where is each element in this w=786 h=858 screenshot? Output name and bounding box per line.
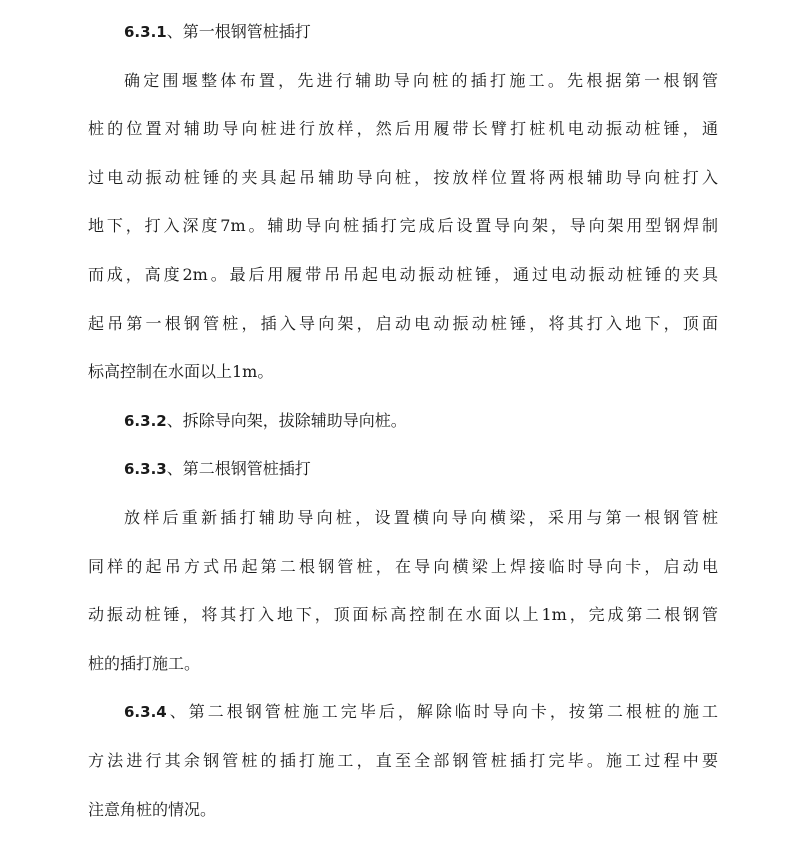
document-body — [88, 8, 718, 834]
paragraph-line: 而成，高度2m。最后用履带吊吊起电动振动桩锤，通过电动振动桩锤的夹具 — [88, 264, 718, 284]
paragraph-line: 方法进行其余钢管桩的插打施工，直至全部钢管桩插打完毕。施工过程中要 — [88, 750, 718, 770]
paragraph-line: 起吊第一根钢管桩，插入导向架，启动电动振动桩锤，将其打入地下，顶面 — [88, 313, 718, 333]
paragraph-line: 同样的起吊方式吊起第二根钢管桩，在导向横梁上焊接临时导向卡，启动电 — [88, 556, 718, 576]
section-text: 、第二根钢管桩施工完毕后，解除临时导向卡，按第二根桩的施工 — [166, 702, 718, 722]
paragraph-line: 动振动桩锤，将其打入地下，顶面标高控制在水面以上1m，完成第二根钢管 — [88, 605, 718, 625]
paragraph-line: 放样后重新插打辅助导向桩，设置横向导向横梁，采用与第一根钢管桩 — [124, 507, 718, 527]
paragraph-line: 桩的插打施工。 — [88, 653, 201, 673]
section-heading-6-3-1 — [88, 8, 718, 57]
paragraph-line: 地下，打入深度7m。辅助导向桩插打完成后设置导向架，导向架用型钢焊制 — [88, 216, 718, 236]
section-heading-6-3-4 — [88, 688, 718, 737]
section-number: 6.3.1 — [124, 23, 167, 41]
paragraph-line: 确定围堰整体布置，先进行辅助导向桩的插打施工。先根据第一根钢管 — [124, 70, 718, 90]
section-heading-6-3-2 — [88, 397, 718, 446]
section-title: 、拆除导向架，拔除辅助导向桩。 — [166, 410, 407, 430]
section-title: 、第二根钢管桩插打 — [166, 459, 311, 479]
section-number: 6.3.3 — [124, 460, 167, 479]
section-title: 、第一根钢管桩插打 — [166, 22, 311, 41]
section-number: 6.3.4 — [124, 703, 167, 722]
paragraph-line: 过电动振动桩锤的夹具起吊辅助导向桩，按放样位置将两根辅助导向桩打入 — [88, 167, 718, 187]
paragraph-line: 注意角桩的情况。 — [88, 799, 217, 819]
section-number: 6.3.2 — [124, 411, 167, 430]
section-heading-6-3-3 — [88, 445, 718, 494]
paragraph-line: 桩的位置对辅助导向桩进行放样，然后用履带长臂打桩机电动振动桩锤，通 — [88, 119, 718, 139]
paragraph-line: 标高控制在水面以上1m。 — [88, 362, 274, 382]
